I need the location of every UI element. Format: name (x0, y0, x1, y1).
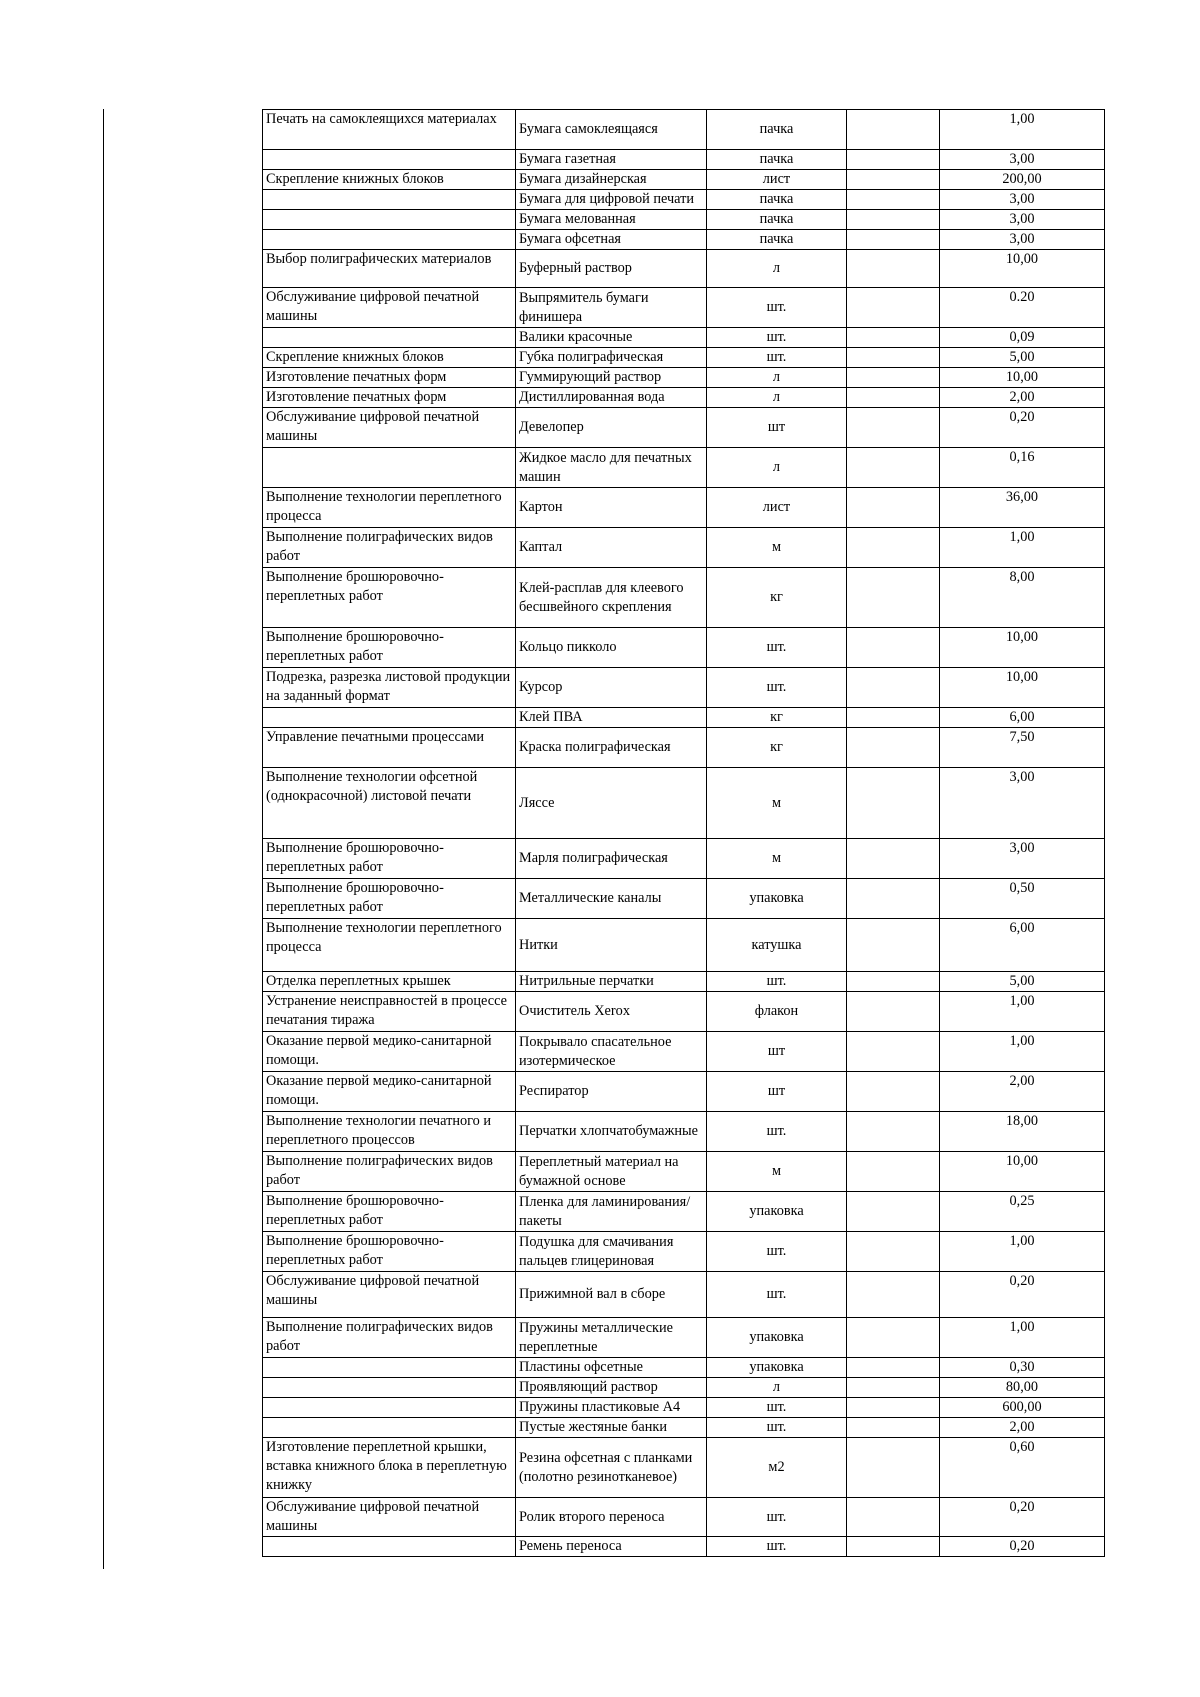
unit-cell: шт. (707, 328, 847, 348)
empty-cell (847, 1072, 940, 1112)
table-row (263, 408, 1105, 448)
unit-cell: пачка (707, 230, 847, 250)
material-cell: Подушка для смачивания пальцев глицериновая (516, 1232, 707, 1272)
table-row (263, 1537, 1105, 1557)
unit-cell: шт. (707, 1498, 847, 1537)
empty-cell (847, 1358, 940, 1378)
material-cell: Пружины металлические переплетные (516, 1318, 707, 1358)
unit-cell: шт (707, 408, 847, 448)
unit-cell: л (707, 388, 847, 408)
table-row (263, 528, 1105, 568)
quantity-cell: 10,00 (940, 1152, 1105, 1192)
table-row (263, 668, 1105, 708)
use-cell: Выполнение полиграфических видов работ (263, 528, 516, 568)
quantity-cell: 10,00 (940, 250, 1105, 288)
quantity-cell: 8,00 (940, 568, 1105, 628)
use-cell: Устранение неисправностей в процессе печатания тиража (263, 992, 516, 1032)
table-row (263, 1272, 1105, 1318)
empty-cell (847, 488, 940, 528)
table-row (263, 1418, 1105, 1438)
material-cell: Девелопер (516, 408, 707, 448)
table-row (263, 1378, 1105, 1398)
quantity-cell: 2,00 (940, 1418, 1105, 1438)
table-row (263, 919, 1105, 972)
use-cell: Обслуживание цифровой печатной машины (263, 1498, 516, 1537)
quantity-cell: 600,00 (940, 1398, 1105, 1418)
unit-cell: шт. (707, 288, 847, 328)
use-cell (263, 210, 516, 230)
table-row (263, 1438, 1105, 1498)
quantity-cell: 5,00 (940, 348, 1105, 368)
material-cell: Кольцо пикколо (516, 628, 707, 668)
material-cell: Клей-расплав для клеевого бесшвейного скрепления (516, 568, 707, 628)
empty-cell (847, 768, 940, 839)
use-cell (263, 328, 516, 348)
table-row (263, 388, 1105, 408)
empty-cell (847, 992, 940, 1032)
material-cell: Буферный раствор (516, 250, 707, 288)
unit-cell: пачка (707, 210, 847, 230)
empty-cell (847, 250, 940, 288)
use-cell (263, 190, 516, 210)
quantity-cell: 0,09 (940, 328, 1105, 348)
material-cell: Курсор (516, 668, 707, 708)
use-cell: Выполнение брошюровочно-переплетных работ (263, 879, 516, 919)
table-row (263, 1358, 1105, 1378)
empty-cell (847, 1192, 940, 1232)
material-cell: Пустые жестяные банки (516, 1418, 707, 1438)
use-cell: Выполнение технологии печатного и переплетного процессов (263, 1112, 516, 1152)
quantity-cell: 0,20 (940, 1498, 1105, 1537)
material-cell: Пленка для ламинирования/пакеты (516, 1192, 707, 1232)
unit-cell: лист (707, 170, 847, 190)
unit-cell: пачка (707, 150, 847, 170)
unit-cell: катушка (707, 919, 847, 972)
use-cell (263, 1358, 516, 1378)
table-row (263, 368, 1105, 388)
quantity-cell: 1,00 (940, 1032, 1105, 1072)
use-cell: Скрепление книжных блоков (263, 170, 516, 190)
empty-cell (847, 328, 940, 348)
table-row (263, 250, 1105, 288)
use-cell: Оказание первой медико-санитарной помощи. (263, 1072, 516, 1112)
empty-cell (847, 1378, 940, 1398)
empty-cell (847, 972, 940, 992)
unit-cell: пачка (707, 190, 847, 210)
material-cell: Ремень переноса (516, 1537, 707, 1557)
table-row (263, 1072, 1105, 1112)
use-cell: Выбор полиграфических материалов (263, 250, 516, 288)
material-cell: Каптал (516, 528, 707, 568)
unit-cell: кг (707, 568, 847, 628)
use-cell (263, 1378, 516, 1398)
use-cell: Выполнение брошюровочно-переплетных работ (263, 628, 516, 668)
empty-cell (847, 728, 940, 768)
empty-cell (847, 230, 940, 250)
quantity-cell: 10,00 (940, 628, 1105, 668)
quantity-cell: 1,00 (940, 1318, 1105, 1358)
empty-cell (847, 210, 940, 230)
unit-cell: шт. (707, 1537, 847, 1557)
quantity-cell: 2,00 (940, 388, 1105, 408)
quantity-cell: 0,20 (940, 1537, 1105, 1557)
quantity-cell: 0,60 (940, 1438, 1105, 1498)
unit-cell: упаковка (707, 1318, 847, 1358)
material-cell: Бумага самоклеящаяся (516, 110, 707, 150)
material-cell: Бумага для цифровой печати (516, 190, 707, 210)
empty-cell (847, 528, 940, 568)
unit-cell: шт. (707, 628, 847, 668)
table-row (263, 348, 1105, 368)
empty-cell (847, 170, 940, 190)
use-cell (263, 708, 516, 728)
material-cell: Бумага газетная (516, 150, 707, 170)
empty-cell (847, 1232, 940, 1272)
use-cell (263, 448, 516, 488)
table-row (263, 1192, 1105, 1232)
quantity-cell: 10,00 (940, 668, 1105, 708)
material-cell: Клей ПВА (516, 708, 707, 728)
material-cell: Пластины офсетные (516, 1358, 707, 1378)
unit-cell: л (707, 368, 847, 388)
use-cell: Выполнение технологии переплетного процесса (263, 919, 516, 972)
unit-cell: лист (707, 488, 847, 528)
use-cell: Скрепление книжных блоков (263, 348, 516, 368)
quantity-cell: 1,00 (940, 110, 1105, 150)
material-cell: Очиститель Xerox (516, 992, 707, 1032)
quantity-cell: 2,00 (940, 1072, 1105, 1112)
material-cell: Губка полиграфическая (516, 348, 707, 368)
empty-cell (847, 1398, 940, 1418)
unit-cell: шт. (707, 1232, 847, 1272)
empty-cell (847, 368, 940, 388)
table-row (263, 1232, 1105, 1272)
material-cell: Респиратор (516, 1072, 707, 1112)
use-cell (263, 150, 516, 170)
empty-cell (847, 1032, 940, 1072)
use-cell: Обслуживание цифровой печатной машины (263, 288, 516, 328)
use-cell: Изготовление печатных форм (263, 368, 516, 388)
use-cell: Выполнение брошюровочно-переплетных работ (263, 568, 516, 628)
use-cell: Выполнение брошюровочно-переплетных работ (263, 1192, 516, 1232)
empty-cell (847, 190, 940, 210)
material-cell: Проявляющий раствор (516, 1378, 707, 1398)
quantity-cell: 3,00 (940, 768, 1105, 839)
material-cell: Покрывало спасательное изотермическое (516, 1032, 707, 1072)
empty-cell (847, 150, 940, 170)
quantity-cell: 3,00 (940, 190, 1105, 210)
empty-cell (847, 839, 940, 879)
unit-cell: шт. (707, 1418, 847, 1438)
empty-cell (847, 1272, 940, 1318)
use-cell: Изготовление переплетной крышки, вставка книжного блока в переплетную книжку (263, 1438, 516, 1498)
quantity-cell: 10,00 (940, 368, 1105, 388)
quantity-cell: 6,00 (940, 919, 1105, 972)
unit-cell: шт (707, 1072, 847, 1112)
unit-cell: пачка (707, 110, 847, 150)
use-cell (263, 230, 516, 250)
quantity-cell: 80,00 (940, 1378, 1105, 1398)
use-cell: Отделка переплетных крышек (263, 972, 516, 992)
empty-cell (847, 1498, 940, 1537)
table-row (263, 230, 1105, 250)
quantity-cell: 0,20 (940, 1272, 1105, 1318)
use-cell (263, 1537, 516, 1557)
material-cell: Ляссе (516, 768, 707, 839)
material-cell: Картон (516, 488, 707, 528)
use-cell: Выполнение технологии переплетного процесса (263, 488, 516, 528)
quantity-cell: 3,00 (940, 210, 1105, 230)
use-cell: Обслуживание цифровой печатной машины (263, 408, 516, 448)
table-row (263, 1032, 1105, 1072)
quantity-cell: 6,00 (940, 708, 1105, 728)
materials-table-body (263, 110, 1105, 1557)
quantity-cell: 0,16 (940, 448, 1105, 488)
unit-cell: шт. (707, 1112, 847, 1152)
use-cell: Выполнение брошюровочно-переплетных работ (263, 839, 516, 879)
empty-cell (847, 288, 940, 328)
material-cell: Пружины пластиковые А4 (516, 1398, 707, 1418)
empty-cell (847, 1537, 940, 1557)
empty-cell (847, 708, 940, 728)
empty-cell (847, 110, 940, 150)
empty-cell (847, 448, 940, 488)
unit-cell: шт (707, 1032, 847, 1072)
material-cell: Дистиллированная вода (516, 388, 707, 408)
material-cell: Бумага мелованная (516, 210, 707, 230)
unit-cell: упаковка (707, 1358, 847, 1378)
use-cell (263, 1398, 516, 1418)
table-row (263, 190, 1105, 210)
material-cell: Перчатки хлопчатобумажные (516, 1112, 707, 1152)
empty-cell (847, 1418, 940, 1438)
table-row (263, 150, 1105, 170)
table-row (263, 1498, 1105, 1537)
table-row (263, 1398, 1105, 1418)
quantity-cell: 3,00 (940, 230, 1105, 250)
use-cell: Оказание первой медико-санитарной помощи. (263, 1032, 516, 1072)
material-cell: Прижимной вал в сборе (516, 1272, 707, 1318)
unit-cell: кг (707, 728, 847, 768)
unit-cell: шт. (707, 972, 847, 992)
table-row (263, 448, 1105, 488)
quantity-cell: 5,00 (940, 972, 1105, 992)
material-cell: Переплетный материал на бумажной основе (516, 1152, 707, 1192)
unit-cell: м (707, 1152, 847, 1192)
table-row (263, 210, 1105, 230)
material-cell: Жидкое масло для печатных машин (516, 448, 707, 488)
material-cell: Валики красочные (516, 328, 707, 348)
empty-cell (847, 568, 940, 628)
use-cell: Обслуживание цифровой печатной машины (263, 1272, 516, 1318)
quantity-cell: 18,00 (940, 1112, 1105, 1152)
empty-cell (847, 408, 940, 448)
unit-cell: флакон (707, 992, 847, 1032)
quantity-cell: 3,00 (940, 150, 1105, 170)
use-cell: Выполнение полиграфических видов работ (263, 1152, 516, 1192)
quantity-cell: 0,25 (940, 1192, 1105, 1232)
quantity-cell: 7,50 (940, 728, 1105, 768)
unit-cell: л (707, 448, 847, 488)
use-cell: Выполнение полиграфических видов работ (263, 1318, 516, 1358)
unit-cell: упаковка (707, 1192, 847, 1232)
use-cell: Подрезка, разрезка листовой продукции на заданный формат (263, 668, 516, 708)
use-cell: Выполнение технологии офсетной (однокрасочной) листовой печати (263, 768, 516, 839)
table-row (263, 728, 1105, 768)
quantity-cell: 1,00 (940, 992, 1105, 1032)
quantity-cell: 0.20 (940, 288, 1105, 328)
empty-cell (847, 1438, 940, 1498)
material-cell: Ролик второго переноса (516, 1498, 707, 1537)
material-cell: Выпрямитель бумаги финишера (516, 288, 707, 328)
table-row (263, 708, 1105, 728)
quantity-cell: 0,20 (940, 408, 1105, 448)
use-cell: Изготовление печатных форм (263, 388, 516, 408)
table-row (263, 1112, 1105, 1152)
use-cell (263, 1418, 516, 1438)
table-row (263, 972, 1105, 992)
empty-cell (847, 1112, 940, 1152)
unit-cell: м2 (707, 1438, 847, 1498)
material-cell: Краска полиграфическая (516, 728, 707, 768)
empty-cell (847, 879, 940, 919)
quantity-cell: 1,00 (940, 1232, 1105, 1272)
empty-cell (847, 668, 940, 708)
unit-cell: м (707, 528, 847, 568)
material-cell: Бумага дизайнерская (516, 170, 707, 190)
empty-cell (847, 919, 940, 972)
table-row (263, 170, 1105, 190)
use-cell: Выполнение брошюровочно-переплетных работ (263, 1232, 516, 1272)
table-row (263, 1152, 1105, 1192)
unit-cell: кг (707, 708, 847, 728)
table-row (263, 568, 1105, 628)
material-cell: Нитрильные перчатки (516, 972, 707, 992)
material-cell: Резина офсетная с планками (полотно резинотканевое) (516, 1438, 707, 1498)
table-row (263, 328, 1105, 348)
table-row (263, 992, 1105, 1032)
table-row (263, 839, 1105, 879)
material-cell: Нитки (516, 919, 707, 972)
unit-cell: м (707, 768, 847, 839)
quantity-cell: 36,00 (940, 488, 1105, 528)
quantity-cell: 0,50 (940, 879, 1105, 919)
empty-cell (847, 388, 940, 408)
table-row (263, 628, 1105, 668)
table-row (263, 110, 1105, 150)
material-cell: Металлические каналы (516, 879, 707, 919)
unit-cell: упаковка (707, 879, 847, 919)
unit-cell: шт. (707, 1272, 847, 1318)
left-margin-rule (103, 109, 104, 1569)
quantity-cell: 1,00 (940, 528, 1105, 568)
quantity-cell: 200,00 (940, 170, 1105, 190)
table-row (263, 879, 1105, 919)
unit-cell: л (707, 250, 847, 288)
unit-cell: шт. (707, 668, 847, 708)
empty-cell (847, 1318, 940, 1358)
unit-cell: л (707, 1378, 847, 1398)
empty-cell (847, 628, 940, 668)
material-cell: Гуммирующий раствор (516, 368, 707, 388)
table-row (263, 288, 1105, 328)
unit-cell: м (707, 839, 847, 879)
table-row (263, 1318, 1105, 1358)
quantity-cell: 0,30 (940, 1358, 1105, 1378)
material-cell: Марля полиграфическая (516, 839, 707, 879)
unit-cell: шт. (707, 348, 847, 368)
use-cell: Управление печатными процессами (263, 728, 516, 768)
table-row (263, 768, 1105, 839)
materials-table (262, 109, 1105, 1557)
unit-cell: шт. (707, 1398, 847, 1418)
table-row (263, 488, 1105, 528)
material-cell: Бумага офсетная (516, 230, 707, 250)
empty-cell (847, 1152, 940, 1192)
use-cell: Печать на самоклеящихся материалах (263, 110, 516, 150)
empty-cell (847, 348, 940, 368)
quantity-cell: 3,00 (940, 839, 1105, 879)
